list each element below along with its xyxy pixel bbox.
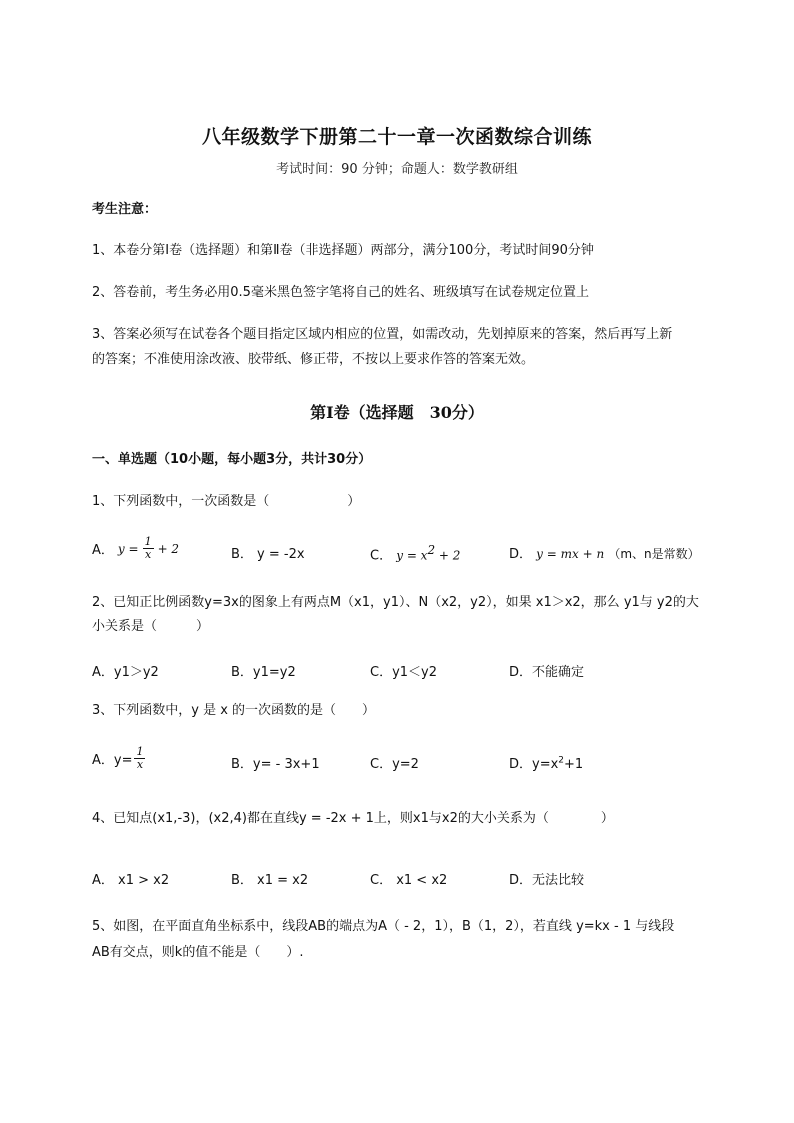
question-1-stem: 1、下列函数中，一次函数是（ ） [92, 494, 361, 509]
q3-option-c[interactable]: C．y=2 [370, 757, 419, 772]
question-3-stem: 3、下列函数中，y 是 x 的一次函数的是（ ） [92, 703, 376, 718]
q3-a-denominator: x [136, 758, 144, 771]
q1-a-label: A． [92, 543, 114, 558]
q1-d-math: y = mx + n [536, 547, 605, 561]
q3-a-fraction [134, 746, 145, 771]
page-title: 八年级数学下册第二十一章一次函数综合训练 [201, 126, 592, 148]
question-5-stem-line1: 5、如图，在平面直角坐标系中，线段AB的端点为A（ - 2，1），B（1，2），若直线 y=kx - 1 与线段 [92, 919, 675, 934]
q2-option-b[interactable]: B．y1=y2 [231, 665, 296, 680]
section-title: 第Ⅰ卷（选择题 30分） [310, 403, 484, 422]
q4-option-b[interactable]: B． x1 = x2 [231, 873, 309, 888]
question-2-stem-line2: 小关系是（ ） [92, 619, 210, 634]
q1-option-a[interactable] [92, 536, 179, 561]
q4-option-d[interactable]: D．无法比较 [509, 873, 585, 888]
question-2-stem-line1: 2、已知正比例函数y=3x的图象上有两点M（x1，y1）、N（x2，y2），如果 x1＞x2，那么 y1与 y2的大 [92, 595, 699, 610]
part-heading: 一、单选题（10小题，每小题3分，共计30分） [92, 452, 372, 467]
q1-a-tail: + 2 [157, 541, 180, 556]
q1-option-d[interactable] [509, 543, 700, 562]
notice-item-3-cont: 的答案；不准使用涂改液、胶带纸、修正带，不按以上要求作答的答案无效。 [92, 352, 535, 367]
q4-option-c[interactable]: C． x1 < x2 [370, 873, 448, 888]
notice-heading: 考生注意： [92, 202, 158, 217]
question-4-stem: 4、已知点(x1,-3)，(x2,4)都在直线y = -2x + 1上，则x1与x2的大小关系为（ ） [92, 811, 614, 826]
notice-item-3: 3、答案必须写在试卷各个题目指定区域内相应的位置，如需改动，先划掉原来的答案，然后再写上新 [92, 327, 673, 342]
q3-d-tail: +1 [564, 757, 584, 772]
q1-a-denominator: x [144, 548, 152, 561]
exam-subtitle: 考试时间：90 分钟；命题人：数学教研组 [276, 162, 518, 177]
q1-option-b[interactable]: B． y = -2x [231, 547, 305, 562]
q4-option-a[interactable]: A． x1 > x2 [92, 873, 170, 888]
q1-c-label: C． [370, 548, 393, 564]
q1-a-fraction [143, 536, 154, 561]
notice-item-2: 2、答卷前，考生务必用0.5毫米黑色签字笔将自己的姓名、班级填写在试卷规定位置上 [92, 285, 589, 300]
notice-item-1: 1、本卷分第Ⅰ卷（选择题）和第Ⅱ卷（非选择题）两部分，满分100分，考试时间90分钟 [92, 243, 594, 258]
q1-a-numerator: 1 [144, 535, 152, 548]
q1-c-sup: 2 [427, 543, 436, 557]
q3-d-label: D．y=x [509, 757, 559, 772]
q1-d-note: （m、n是常数） [608, 547, 700, 561]
q1-option-c[interactable] [370, 543, 460, 563]
q1-d-label: D． [509, 547, 533, 562]
q3-a-label: A．y= [92, 753, 133, 768]
q2-option-d[interactable]: D．不能确定 [509, 665, 585, 680]
q3-a-numerator: 1 [136, 745, 144, 758]
q3-option-a[interactable] [92, 746, 145, 771]
q3-option-d[interactable] [509, 753, 583, 772]
q2-option-a[interactable]: A．y1＞y2 [92, 665, 159, 680]
q1-c-tail: + 2 [435, 548, 461, 563]
q1-c-math: y = x [396, 548, 428, 563]
q2-option-c[interactable]: C．y1＜y2 [370, 665, 438, 680]
question-5-stem-line2: AB有交点，则k的值不能是（ ）. [92, 945, 304, 960]
q1-a-lhs: y = [117, 541, 139, 556]
q3-option-b[interactable]: B．y= - 3x+1 [231, 757, 320, 772]
q3-d-sup: 2 [558, 755, 565, 766]
